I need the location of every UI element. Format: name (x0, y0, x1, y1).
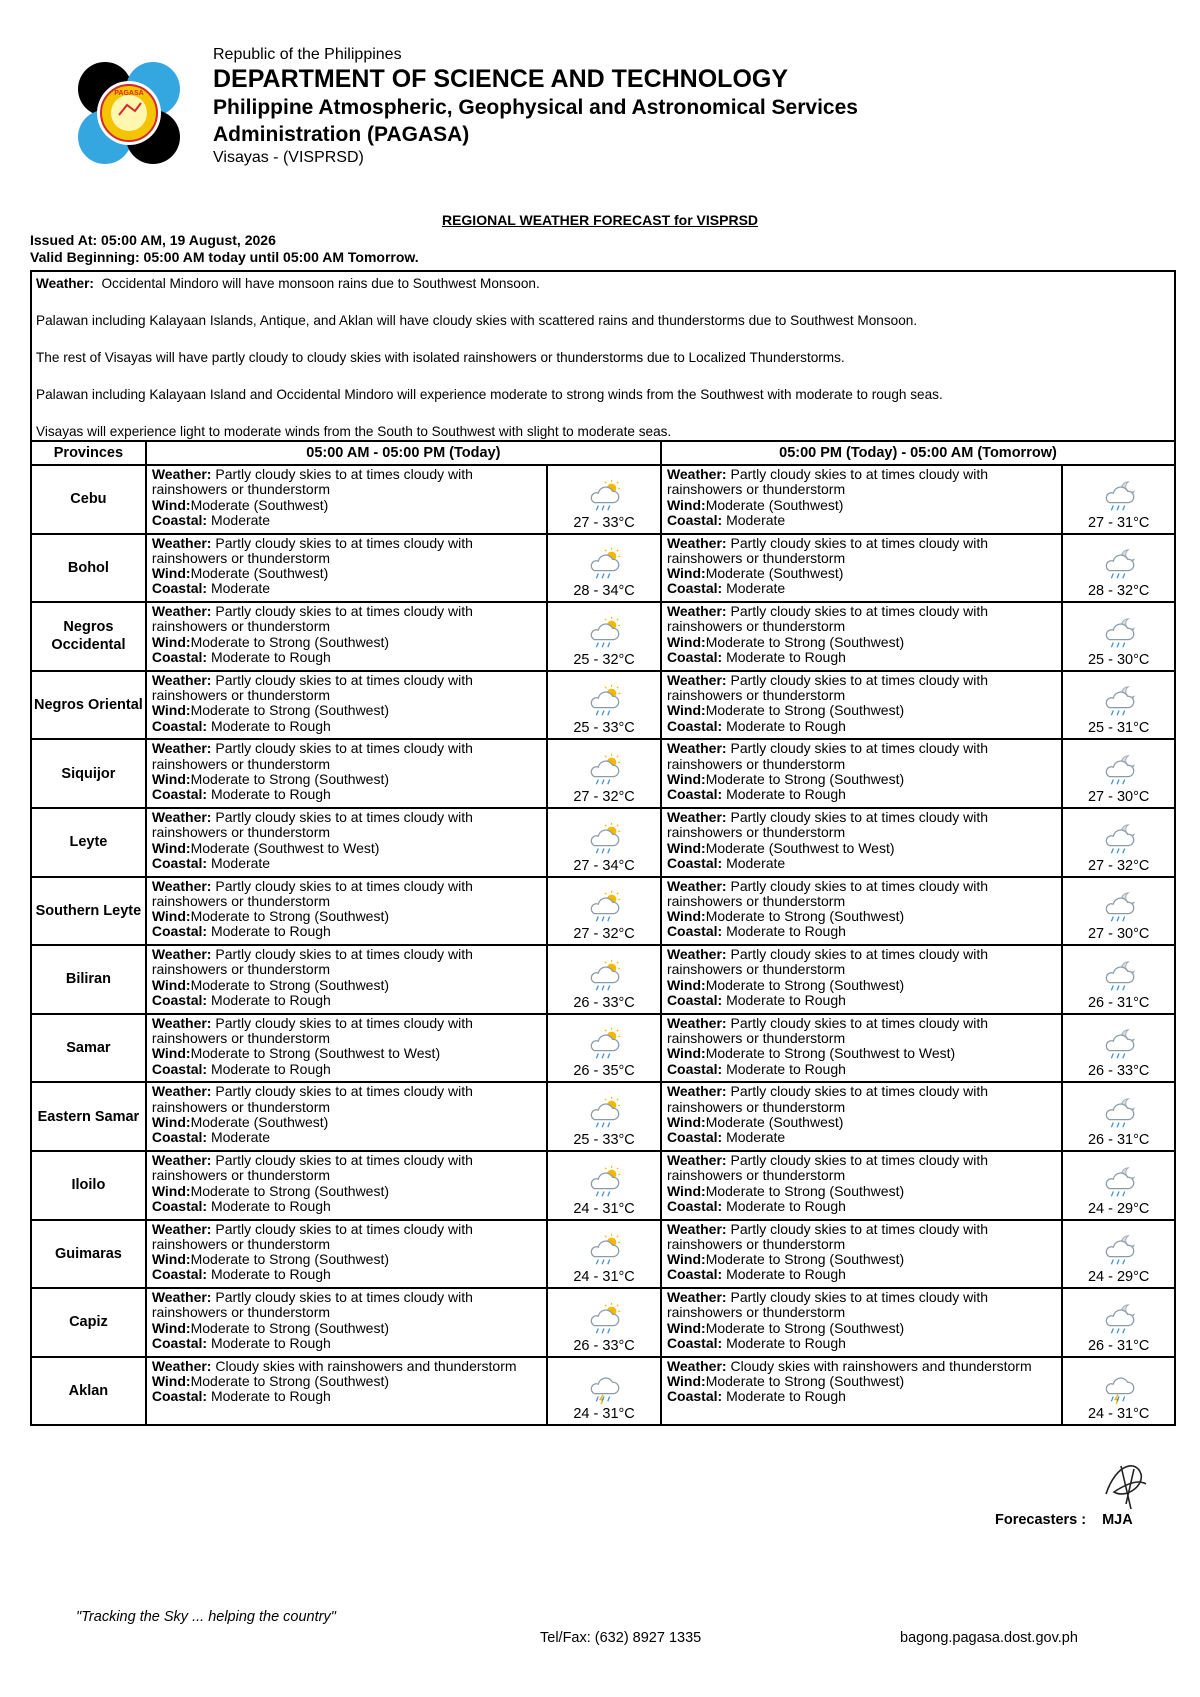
temperature-range: 28 - 34°C (573, 583, 635, 600)
coastal-condition: Moderate to Rough (726, 1060, 846, 1077)
wind-condition: Moderate to Strong (Southwest) (705, 633, 905, 650)
temperature-range: 24 - 31°C (573, 1406, 635, 1423)
partly-cloudy-night-rain-icon (1100, 1094, 1138, 1132)
day-icon-cell (547, 534, 661, 603)
wind-condition: Moderate to Strong (Southwest) (190, 976, 390, 993)
province-name: Bohol (31, 534, 146, 603)
weather-condition: Partly cloudy skies to at times cloudy with rainshowers or thunderstorm (151, 1289, 473, 1321)
wind-condition: Moderate to Strong (Southwest) (190, 702, 390, 719)
temperature-range: 27 - 32°C (573, 926, 635, 943)
day-forecast-text: Weather: Partly cloudy skies to at times cloudy with rainshowers or thunderstorm Wind:Moderate (Southwest) Coastal: Moderate (146, 534, 547, 603)
weather-condition: Partly cloudy skies to at times cloudy with rainshowers or thunderstorm (666, 808, 989, 841)
coastal-condition: Moderate to Rough (210, 992, 331, 1009)
temperature-range: 24 - 31°C (1087, 1406, 1150, 1423)
wind-condition: Moderate to Strong (Southwest to West) (705, 1045, 956, 1062)
coastal-condition: Moderate to Rough (210, 786, 331, 803)
temperature-range: 26 - 31°C (1087, 1337, 1150, 1354)
weather-condition: Partly cloudy skies to at times cloudy with rainshowers or thunderstorm (666, 1151, 989, 1184)
day-icon-cell (547, 877, 661, 946)
partly-cloudy-night-rain-icon (1100, 545, 1138, 583)
coastal-condition: Moderate (726, 854, 786, 871)
table-row (31, 1151, 1175, 1220)
day-icon-cell (547, 739, 661, 808)
temperature-range: 25 - 32°C (573, 651, 635, 668)
weather-condition: Partly cloudy skies to at times cloudy with rainshowers or thunderstorm (151, 877, 473, 909)
night-forecast-text: Weather: Partly cloudy skies to at times cloudy with rainshowers or thunderstorm Wind:Moderate to Strong (Southwest) Coastal: Moderate to Rough (661, 671, 1062, 740)
day-icon-cell (547, 1014, 661, 1083)
header-today: 05:00 AM - 05:00 PM (Today) (146, 441, 661, 465)
coastal-condition: Moderate to Rough (726, 786, 846, 803)
partly-cloudy-day-rain-icon (585, 1163, 623, 1201)
temperature-range: 24 - 31°C (573, 1269, 635, 1286)
coastal-condition: Moderate (726, 1129, 786, 1146)
temperature-range: 26 - 35°C (573, 1063, 635, 1080)
wind-condition: Moderate to Strong (Southwest) (705, 1373, 905, 1390)
wind-condition: Moderate (Southwest) (705, 496, 844, 513)
day-forecast-text: Weather: Partly cloudy skies to at times cloudy with rainshowers or thunderstorm Wind:Moderate to Strong (Southwest) Coastal: Moderate to Rough (146, 1220, 547, 1289)
day-forecast-text: Weather: Partly cloudy skies to at times cloudy with rainshowers or thunderstorm Wind:Moderate to Strong (Southwest) Coastal: Moderate to Rough (146, 602, 547, 671)
day-icon-cell (547, 945, 661, 1014)
coastal-condition: Moderate to Rough (726, 923, 846, 940)
weather-condition: Partly cloudy skies to at times cloudy with rainshowers or thunderstorm (151, 534, 473, 566)
coastal-condition: Moderate to Rough (726, 1388, 846, 1405)
table-row (31, 534, 1175, 603)
temperature-range: 26 - 33°C (1087, 1063, 1150, 1080)
temperature-range: 27 - 33°C (573, 514, 635, 531)
republic-line: Republic of the Philippines (213, 46, 402, 63)
website-link[interactable]: bagong.pagasa.dost.gov.ph (900, 1630, 1078, 1646)
night-icon-cell (1062, 1151, 1175, 1220)
table-row (31, 602, 1175, 671)
agency-line-2: Administration (PAGASA) (213, 123, 470, 146)
issue-info (30, 232, 419, 266)
night-icon-cell (1062, 1082, 1175, 1151)
night-forecast-text: Weather: Partly cloudy skies to at times cloudy with rainshowers or thunderstorm Wind:Moderate (Southwest to West) Coastal: Moderate (661, 808, 1062, 877)
logo-text: PAGASA (114, 90, 144, 97)
night-icon-cell (1062, 808, 1175, 877)
weather-condition: Partly cloudy skies to at times cloudy with rainshowers or thunderstorm (151, 603, 473, 635)
agency-line-1: Philippine Atmospheric, Geophysical and Astronomical Services (213, 96, 858, 119)
valid-beginning: Valid Beginning: 05:00 AM today until 05:00 AM Tomorrow. (30, 249, 419, 265)
motto: "Tracking the Sky ... helping the country" (76, 1609, 336, 1625)
wind-condition: Moderate to Strong (Southwest) (705, 770, 905, 787)
night-forecast-text: Weather: Partly cloudy skies to at times cloudy with rainshowers or thunderstorm Wind:Moderate (Southwest) Coastal: Moderate (661, 1082, 1062, 1151)
temperature-range: 24 - 31°C (573, 1200, 635, 1217)
province-name: Leyte (31, 808, 146, 877)
coastal-condition: Moderate to Rough (726, 1266, 846, 1283)
forecasters-label: Forecasters : (995, 1512, 1087, 1528)
letterhead (75, 45, 1075, 185)
partly-cloudy-night-rain-icon (1100, 888, 1138, 926)
weather-condition: Partly cloudy skies to at times cloudy with rainshowers or thunderstorm (151, 1151, 473, 1184)
wind-condition: Moderate to Strong (Southwest) (705, 908, 905, 925)
night-icon-cell (1062, 671, 1175, 740)
partly-cloudy-night-rain-icon (1100, 1025, 1138, 1063)
coastal-condition: Moderate to Rough (210, 717, 331, 734)
summary-line-5: Visayas will experience light to moderate winds from the South to Southwest with slight to moderate seas. (36, 424, 672, 439)
partly-cloudy-night-rain-icon (1100, 957, 1138, 995)
forecasters (995, 1512, 1133, 1528)
day-forecast-text: Weather: Partly cloudy skies to at times cloudy with rainshowers or thunderstorm Wind:Moderate (Southwest to West) Coastal: Moderate (146, 808, 547, 877)
weather-condition: Partly cloudy skies to at times cloudy with rainshowers or thunderstorm (151, 1083, 473, 1115)
wind-condition: Moderate (Southwest) (705, 565, 844, 582)
table-row (31, 739, 1175, 808)
wind-condition: Moderate to Strong (Southwest) (190, 908, 390, 925)
weather-condition: Partly cloudy skies to at times cloudy with rainshowers or thunderstorm (151, 1014, 473, 1047)
night-forecast-text: Weather: Partly cloudy skies to at times cloudy with rainshowers or thunderstorm Wind:Moderate to Strong (Southwest) Coastal: Moderate to Rough (661, 739, 1062, 808)
day-forecast-text: Weather: Partly cloudy skies to at times cloudy with rainshowers or thunderstorm Wind:Moderate to Strong (Southwest) Coastal: Moderate to Rough (146, 739, 547, 808)
temperature-range: 26 - 33°C (573, 1337, 635, 1354)
day-icon-cell (547, 1151, 661, 1220)
night-icon-cell (1062, 1288, 1175, 1357)
coastal-condition: Moderate (210, 511, 271, 528)
temperature-range: 25 - 33°C (573, 720, 635, 737)
day-forecast-text: Weather: Partly cloudy skies to at times cloudy with rainshowers or thunderstorm Wind:Moderate to Strong (Southwest to West) Coastal: Moderate to Rough (146, 1014, 547, 1083)
weather-condition: Partly cloudy skies to at times cloudy with rainshowers or thunderstorm (666, 603, 989, 635)
province-name: Siquijor (31, 739, 146, 808)
table-row (31, 1357, 1175, 1426)
province-name: Biliran (31, 945, 146, 1014)
table-row (31, 671, 1175, 740)
wind-condition: Moderate to Strong (Southwest) (190, 633, 390, 650)
partly-cloudy-night-rain-icon (1100, 477, 1138, 515)
province-name: Iloilo (31, 1151, 146, 1220)
weather-condition: Partly cloudy skies to at times cloudy with rainshowers or thunderstorm (666, 671, 989, 704)
day-forecast-text: Weather: Partly cloudy skies to at times cloudy with rainshowers or thunderstorm Wind:Moderate (Southwest) Coastal: Moderate (146, 1082, 547, 1151)
night-forecast-text: Weather: Partly cloudy skies to at times cloudy with rainshowers or thunderstorm Wind:Moderate (Southwest) Coastal: Moderate (661, 534, 1062, 603)
coastal-condition: Moderate to Rough (210, 649, 331, 666)
table-row (31, 465, 1175, 534)
pagasa-logo (75, 59, 183, 167)
night-forecast-text: Weather: Partly cloudy skies to at times cloudy with rainshowers or thunderstorm Wind:Moderate to Strong (Southwest) Coastal: Moderate to Rough (661, 602, 1062, 671)
wind-condition: Moderate to Strong (Southwest) (190, 1182, 390, 1199)
partly-cloudy-day-rain-icon (585, 614, 623, 652)
coastal-condition: Moderate to Rough (210, 923, 331, 940)
coastal-condition: Moderate to Rough (210, 1388, 331, 1405)
wind-condition: Moderate (Southwest) (190, 496, 329, 513)
coastal-condition: Moderate (210, 1129, 271, 1146)
wind-condition: Moderate to Strong (Southwest) (705, 1251, 905, 1268)
coastal-condition: Moderate (726, 511, 786, 528)
partly-cloudy-night-rain-icon (1100, 751, 1138, 789)
wind-condition: Moderate (Southwest to West) (705, 839, 895, 856)
coastal-condition: Moderate to Rough (726, 649, 846, 666)
province-name: Southern Leyte (31, 877, 146, 946)
night-icon-cell (1062, 739, 1175, 808)
partly-cloudy-day-rain-icon (585, 1094, 623, 1132)
partly-cloudy-day-rain-icon (585, 820, 623, 858)
table-row (31, 945, 1175, 1014)
partly-cloudy-day-rain-icon (585, 1231, 623, 1269)
temperature-range: 27 - 34°C (573, 857, 635, 874)
temperature-range: 25 - 31°C (1087, 720, 1150, 737)
province-name: Samar (31, 1014, 146, 1083)
day-forecast-text: Weather: Partly cloudy skies to at times cloudy with rainshowers or thunderstorm Wind:Moderate (Southwest) Coastal: Moderate (146, 465, 547, 534)
day-icon-cell (547, 671, 661, 740)
province-name: Negros Occidental (31, 602, 146, 671)
weather-condition: Cloudy skies with rainshowers and thunderstorm (215, 1357, 517, 1374)
wind-condition: Moderate to Strong (Southwest) (190, 1319, 390, 1336)
summary-line-4: Palawan including Kalayaan Island and Occidental Mindoro will experience moderate to strong winds from the Southwest with moderate to rough seas. (36, 387, 943, 402)
day-forecast-text: Weather: Partly cloudy skies to at times cloudy with rainshowers or thunderstorm Wind:Moderate to Strong (Southwest) Coastal: Moderate to Rough (146, 945, 547, 1014)
night-forecast-text: Weather: Partly cloudy skies to at times cloudy with rainshowers or thunderstorm Wind:Moderate to Strong (Southwest to West) Coastal: Moderate to Rough (661, 1014, 1062, 1083)
coastal-condition: Moderate to Rough (210, 1060, 331, 1077)
weather-condition: Partly cloudy skies to at times cloudy with rainshowers or thunderstorm (666, 877, 989, 909)
forecasters-initials: MJA (1102, 1512, 1133, 1528)
partly-cloudy-night-rain-icon (1100, 820, 1138, 858)
department-name: DEPARTMENT OF SCIENCE AND TECHNOLOGY (213, 65, 789, 93)
weather-condition: Partly cloudy skies to at times cloudy with rainshowers or thunderstorm (666, 1014, 989, 1047)
weather-condition: Partly cloudy skies to at times cloudy with rainshowers or thunderstorm (666, 946, 989, 978)
night-forecast-text: Weather: Partly cloudy skies to at times cloudy with rainshowers or thunderstorm Wind:Moderate (Southwest) Coastal: Moderate (661, 465, 1062, 534)
temperature-range: 27 - 31°C (1087, 514, 1150, 531)
weather-condition: Partly cloudy skies to at times cloudy with rainshowers or thunderstorm (666, 1289, 989, 1321)
day-forecast-text: Weather: Partly cloudy skies to at times cloudy with rainshowers or thunderstorm Wind:Moderate to Strong (Southwest) Coastal: Moderate to Rough (146, 877, 547, 946)
wind-condition: Moderate (Southwest) (705, 1113, 844, 1130)
night-forecast-text: Weather: Partly cloudy skies to at times cloudy with rainshowers or thunderstorm Wind:Moderate to Strong (Southwest) Coastal: Moderate to Rough (661, 945, 1062, 1014)
cloudy-thunderstorm-rain-icon (585, 1368, 623, 1406)
night-forecast-text: Weather: Partly cloudy skies to at times cloudy with rainshowers or thunderstorm Wind:Moderate to Strong (Southwest) Coastal: Moderate to Rough (661, 1220, 1062, 1289)
partly-cloudy-day-rain-icon (585, 1025, 623, 1063)
night-icon-cell (1062, 1357, 1175, 1426)
forecast-table (30, 440, 1176, 1426)
coastal-condition: Moderate to Rough (726, 1197, 846, 1214)
night-icon-cell (1062, 534, 1175, 603)
day-icon-cell (547, 602, 661, 671)
wind-condition: Moderate to Strong (Southwest to West) (190, 1045, 441, 1062)
weather-condition: Partly cloudy skies to at times cloudy with rainshowers or thunderstorm (151, 740, 473, 772)
partly-cloudy-night-rain-icon (1100, 1300, 1138, 1338)
temperature-range: 26 - 31°C (1087, 1131, 1150, 1148)
wind-condition: Moderate (Southwest) (190, 565, 329, 582)
temperature-range: 24 - 29°C (1087, 1269, 1150, 1286)
weather-condition: Partly cloudy skies to at times cloudy with rainshowers or thunderstorm (151, 671, 473, 704)
partly-cloudy-day-rain-icon (585, 957, 623, 995)
weather-condition: Partly cloudy skies to at times cloudy with rainshowers or thunderstorm (151, 1220, 473, 1252)
temperature-range: 25 - 33°C (573, 1131, 635, 1148)
day-forecast-text: Weather: Partly cloudy skies to at times cloudy with rainshowers or thunderstorm Wind:Moderate to Strong (Southwest) Coastal: Moderate to Rough (146, 1288, 547, 1357)
coastal-condition: Moderate to Rough (726, 992, 846, 1009)
weather-condition: Partly cloudy skies to at times cloudy with rainshowers or thunderstorm (666, 1220, 989, 1252)
weather-condition: Cloudy skies with rainshowers and thunderstorm (730, 1357, 1032, 1374)
night-forecast-text: Weather: Cloudy skies with rainshowers and thunderstorm Wind:Moderate to Strong (Southwest) Coastal: Moderate to Rough (661, 1357, 1062, 1426)
coastal-condition: Moderate to Rough (210, 1335, 331, 1352)
night-forecast-text: Weather: Partly cloudy skies to at times cloudy with rainshowers or thunderstorm Wind:Moderate to Strong (Southwest) Coastal: Moderate to Rough (661, 877, 1062, 946)
coastal-condition: Moderate (210, 854, 271, 871)
wind-condition: Moderate to Strong (Southwest) (190, 770, 390, 787)
day-icon-cell (547, 1220, 661, 1289)
partly-cloudy-night-rain-icon (1100, 1231, 1138, 1269)
weather-condition: Partly cloudy skies to at times cloudy with rainshowers or thunderstorm (666, 740, 989, 772)
issued-at: Issued At: 05:00 AM, 19 August, 2026 (30, 232, 276, 248)
night-icon-cell (1062, 465, 1175, 534)
partly-cloudy-day-rain-icon (585, 751, 623, 789)
temperature-range: 27 - 32°C (1087, 857, 1150, 874)
temperature-range: 24 - 29°C (1087, 1200, 1150, 1217)
temperature-range: 26 - 33°C (573, 994, 635, 1011)
night-icon-cell (1062, 1014, 1175, 1083)
temperature-range: 28 - 32°C (1087, 583, 1150, 600)
wind-condition: Moderate to Strong (Southwest) (705, 1182, 905, 1199)
cloudy-thunderstorm-rain-icon (1100, 1368, 1138, 1406)
wind-condition: Moderate to Strong (Southwest) (705, 702, 905, 719)
day-forecast-text: Weather: Partly cloudy skies to at times cloudy with rainshowers or thunderstorm Wind:Moderate to Strong (Southwest) Coastal: Moderate to Rough (146, 1151, 547, 1220)
coastal-condition: Moderate to Rough (726, 1335, 846, 1352)
table-row (31, 1014, 1175, 1083)
day-icon-cell (547, 465, 661, 534)
partly-cloudy-night-rain-icon (1100, 682, 1138, 720)
forecaster-signature (1096, 1454, 1156, 1514)
partly-cloudy-night-rain-icon (1100, 614, 1138, 652)
day-forecast-text: Weather: Partly cloudy skies to at times cloudy with rainshowers or thunderstorm Wind:Moderate to Strong (Southwest) Coastal: Moderate to Rough (146, 671, 547, 740)
night-forecast-text: Weather: Partly cloudy skies to at times cloudy with rainshowers or thunderstorm Wind:Moderate to Strong (Southwest) Coastal: Moderate to Rough (661, 1151, 1062, 1220)
partly-cloudy-day-rain-icon (585, 682, 623, 720)
day-icon-cell (547, 1288, 661, 1357)
day-icon-cell (547, 1082, 661, 1151)
night-icon-cell (1062, 1220, 1175, 1289)
night-icon-cell (1062, 877, 1175, 946)
wind-condition: Moderate to Strong (Southwest) (705, 1319, 905, 1336)
summary-line-3: The rest of Visayas will have partly cloudy to cloudy skies with isolated rainshowers or thunderstorms due to Localized Thunderstorms. (36, 350, 845, 365)
temperature-range: 27 - 30°C (1087, 926, 1150, 943)
coastal-condition: Moderate (726, 580, 786, 597)
report-title: REGIONAL WEATHER FORECAST for VISPRSD (441, 212, 759, 228)
weather-condition: Partly cloudy skies to at times cloudy with rainshowers or thunderstorm (151, 946, 473, 978)
table-row (31, 808, 1175, 877)
province-name: Negros Oriental (31, 671, 146, 740)
tel-fax: Tel/Fax: (632) 8927 1335 (540, 1630, 702, 1646)
night-icon-cell (1062, 945, 1175, 1014)
wind-condition: Moderate to Strong (Southwest) (190, 1373, 390, 1390)
partly-cloudy-day-rain-icon (585, 545, 623, 583)
temperature-range: 27 - 32°C (573, 788, 635, 805)
night-icon-cell (1062, 602, 1175, 671)
temperature-range: 25 - 30°C (1087, 651, 1150, 668)
temperature-range: 26 - 31°C (1087, 994, 1150, 1011)
summary-line-2: Palawan including Kalayaan Islands, Antique, and Aklan will have cloudy skies with scattered rains and thunderstorms due to Southwest Monsoon. (36, 313, 918, 328)
table-row (31, 1220, 1175, 1289)
wind-condition: Moderate to Strong (Southwest) (190, 1251, 390, 1268)
partly-cloudy-night-rain-icon (1100, 1163, 1138, 1201)
night-forecast-text: Weather: Partly cloudy skies to at times cloudy with rainshowers or thunderstorm Wind:Moderate to Strong (Southwest) Coastal: Moderate to Rough (661, 1288, 1062, 1357)
coastal-condition: Moderate (210, 580, 271, 597)
partly-cloudy-day-rain-icon (585, 1300, 623, 1338)
table-row (31, 1082, 1175, 1151)
summary-label: Weather: (36, 276, 94, 291)
coastal-condition: Moderate to Rough (210, 1266, 331, 1283)
temperature-range: 27 - 30°C (1087, 788, 1150, 805)
table-row (31, 877, 1175, 946)
weather-condition: Partly cloudy skies to at times cloudy with rainshowers or thunderstorm (151, 808, 473, 841)
summary-line-1: Occidental Mindoro will have monsoon rains due to Southwest Monsoon. (101, 276, 540, 291)
province-name: Eastern Samar (31, 1082, 146, 1151)
header-provinces: Provinces (31, 441, 146, 465)
day-icon-cell (547, 1357, 661, 1426)
weather-condition: Partly cloudy skies to at times cloudy with rainshowers or thunderstorm (666, 1083, 989, 1115)
weather-condition: Partly cloudy skies to at times cloudy with rainshowers or thunderstorm (151, 466, 473, 498)
province-name: Guimaras (31, 1220, 146, 1289)
province-name: Cebu (31, 465, 146, 534)
weather-condition: Partly cloudy skies to at times cloudy with rainshowers or thunderstorm (666, 534, 989, 566)
partly-cloudy-day-rain-icon (585, 477, 623, 515)
header-tonight: 05:00 PM (Today) - 05:00 AM (Tomorrow) (661, 441, 1175, 465)
day-forecast-text: Weather: Cloudy skies with rainshowers and thunderstorm Wind:Moderate to Strong (Southwest) Coastal: Moderate to Rough (146, 1357, 547, 1426)
province-name: Aklan (31, 1357, 146, 1426)
weather-condition: Partly cloudy skies to at times cloudy with rainshowers or thunderstorm (666, 466, 989, 498)
wind-condition: Moderate (Southwest) (190, 1113, 329, 1130)
wind-condition: Moderate to Strong (Southwest) (705, 976, 905, 993)
partly-cloudy-day-rain-icon (585, 888, 623, 926)
day-icon-cell (547, 808, 661, 877)
coastal-condition: Moderate to Rough (210, 1197, 331, 1214)
table-row (31, 1288, 1175, 1357)
wind-condition: Moderate (Southwest to West) (190, 839, 380, 856)
weather-summary (30, 270, 1176, 440)
coastal-condition: Moderate to Rough (726, 717, 846, 734)
region-line: Visayas - (VISPRSD) (213, 149, 364, 166)
province-name: Capiz (31, 1288, 146, 1357)
